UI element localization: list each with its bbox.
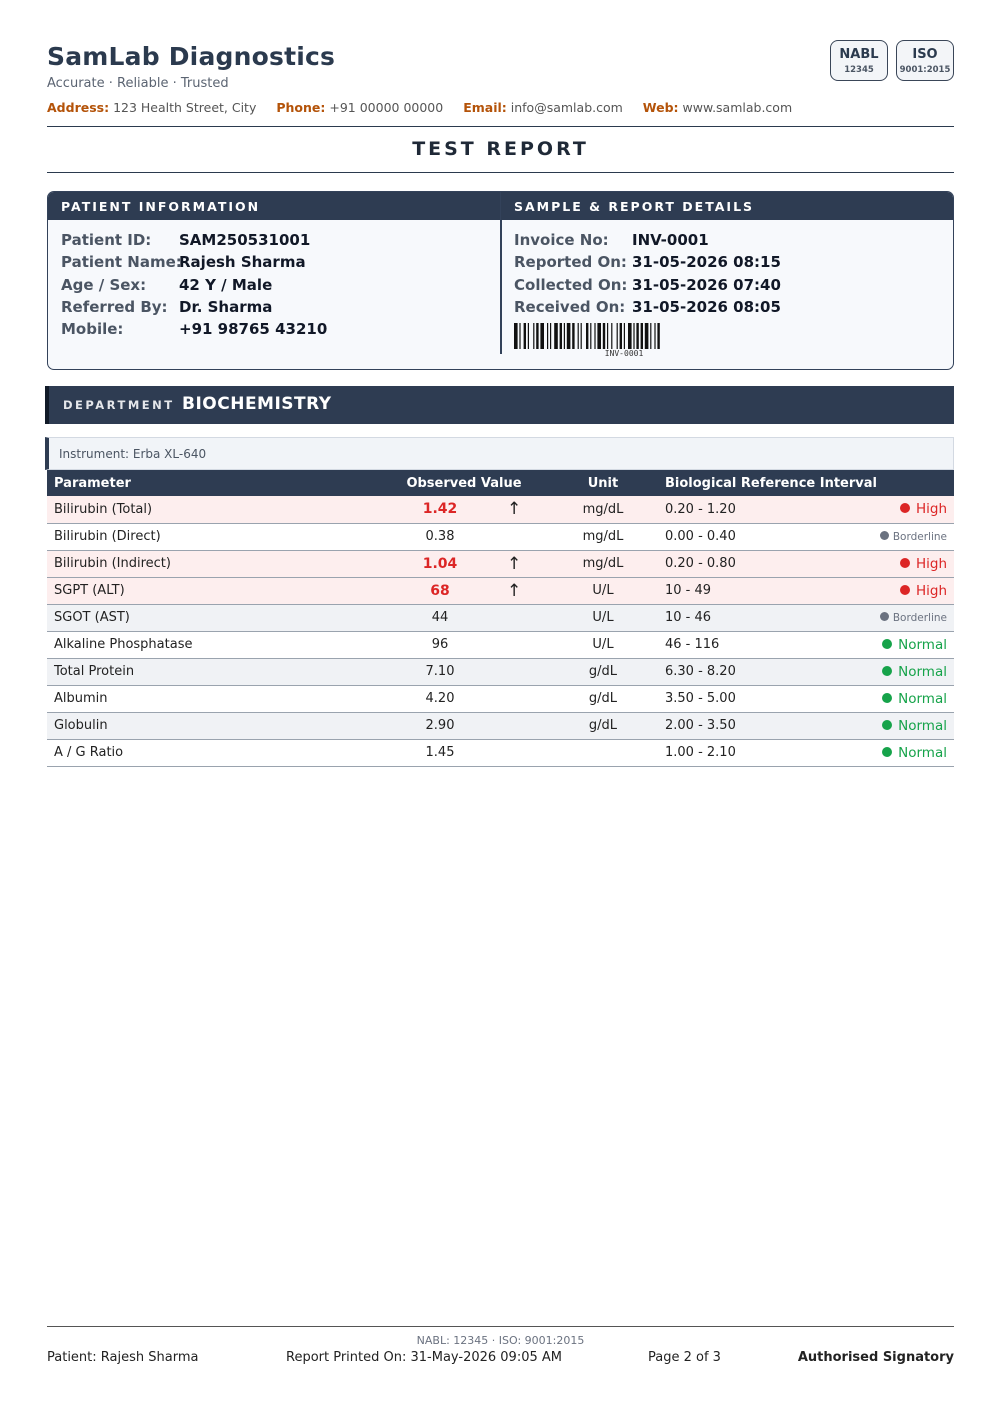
footer xyxy=(47,1350,954,1370)
reference-interval-cell: 10 - 46 xyxy=(658,604,808,631)
footer-printed-on: Report Printed On: 31-May-2026 09:05 AM xyxy=(286,1350,562,1365)
status-cell xyxy=(808,631,954,658)
contact-line xyxy=(47,100,808,115)
status-dot-icon xyxy=(900,558,910,568)
table-row xyxy=(47,631,954,658)
reference-interval-cell: 0.20 - 1.20 xyxy=(658,496,808,523)
unit-cell xyxy=(548,739,658,766)
status-cell xyxy=(808,550,954,577)
patient-id-row: Patient ID: SAM250531001 xyxy=(61,231,311,249)
parameter-cell: Alkaline Phosphatase xyxy=(47,631,380,658)
table-row xyxy=(47,604,954,631)
sample-details-heading: SAMPLE & REPORT DETAILS xyxy=(501,192,954,220)
status-cell xyxy=(808,739,954,766)
status-dot-icon xyxy=(882,666,892,676)
table-row xyxy=(47,550,954,577)
status-label: High xyxy=(915,501,947,518)
table-row xyxy=(47,712,954,739)
unit-cell: U/L xyxy=(548,604,658,631)
status-cell xyxy=(808,658,954,685)
contact-phone: Phone: +91 00000 00000 xyxy=(276,100,444,115)
unit-cell: g/dL xyxy=(548,658,658,685)
parameter-cell: SGPT (ALT) xyxy=(47,577,380,604)
unit-cell: mg/dL xyxy=(548,550,658,577)
table-row xyxy=(47,658,954,685)
footer-accreditation: NABL: 12345 · ISO: 9001:2015 xyxy=(416,1334,585,1347)
results-table xyxy=(47,470,954,767)
parameter-cell: Albumin xyxy=(47,685,380,712)
lab-name: SamLab Diagnostics xyxy=(47,42,336,71)
status-badge xyxy=(882,745,947,761)
footer-page-number: Page 2 of 3 xyxy=(648,1350,721,1365)
department-banner xyxy=(45,386,954,424)
instrument-note: Instrument: Erba XL-640 xyxy=(45,437,954,470)
lab-header xyxy=(47,40,954,130)
high-arrow-icon xyxy=(500,685,548,712)
nabl-badge: NABL 12345 xyxy=(830,40,888,81)
unit-cell: mg/dL xyxy=(548,523,658,550)
observed-value-cell: 7.10 xyxy=(380,658,500,685)
reference-interval-cell: 1.00 - 2.10 xyxy=(658,739,808,766)
parameter-cell: Globulin xyxy=(47,712,380,739)
high-arrow-icon: ↑ xyxy=(500,550,548,577)
status-badge xyxy=(900,501,947,517)
parameter-cell: Bilirubin (Indirect) xyxy=(47,550,380,577)
observed-value-cell: 96 xyxy=(380,631,500,658)
footer-divider xyxy=(47,1326,954,1327)
unit-cell: g/dL xyxy=(548,712,658,739)
parameter-cell: Bilirubin (Direct) xyxy=(47,523,380,550)
results-body xyxy=(47,496,954,766)
status-label: Normal xyxy=(898,636,947,653)
unit-cell: U/L xyxy=(548,631,658,658)
parameter-cell: Total Protein xyxy=(47,658,380,685)
status-label: Borderline xyxy=(892,531,947,543)
unit-cell: U/L xyxy=(548,577,658,604)
department-name: BIOCHEMISTRY xyxy=(182,394,332,414)
observed-value-cell: 2.90 xyxy=(380,712,500,739)
contact-address: Address: 123 Health Street, City xyxy=(47,100,257,115)
high-arrow-icon xyxy=(500,523,548,550)
reference-interval-cell: 46 - 116 xyxy=(658,631,808,658)
status-label: Normal xyxy=(898,663,947,680)
status-label: Normal xyxy=(898,690,947,707)
header-parameter: Parameter xyxy=(47,470,380,496)
status-badge xyxy=(882,691,947,707)
high-arrow-icon xyxy=(500,739,548,766)
patient-age-sex-row: Age / Sex: 42 Y / Male xyxy=(61,276,273,294)
unit-cell: mg/dL xyxy=(548,496,658,523)
status-label: Borderline xyxy=(892,612,947,624)
observed-value-cell: 1.04 xyxy=(380,550,500,577)
reference-interval-cell: 6.30 - 8.20 xyxy=(658,658,808,685)
reported-on-row: Reported On: 31-05-2026 08:15 xyxy=(514,253,781,271)
parameter-cell: Bilirubin (Total) xyxy=(47,496,380,523)
high-arrow-icon xyxy=(500,712,548,739)
received-on-row: Received On: 31-05-2026 08:05 xyxy=(514,298,781,316)
reference-interval-cell: 0.20 - 0.80 xyxy=(658,550,808,577)
sample-details-section xyxy=(501,192,954,369)
invoice-row: Invoice No: INV-0001 xyxy=(514,231,709,249)
high-arrow-icon: ↑ xyxy=(500,496,548,523)
status-dot-icon xyxy=(882,747,892,757)
reference-interval-cell: 3.50 - 5.00 xyxy=(658,685,808,712)
status-label: High xyxy=(915,582,947,599)
lab-tagline: Accurate · Reliable · Trusted xyxy=(47,76,229,91)
status-badge xyxy=(900,556,947,572)
reference-interval-cell: 10 - 49 xyxy=(658,577,808,604)
header-reference-interval: Biological Reference Interval xyxy=(658,470,954,496)
patient-name-row: Patient Name:Rajesh Sharma xyxy=(61,253,306,271)
status-cell xyxy=(808,604,954,631)
status-cell xyxy=(808,577,954,604)
patient-info-section xyxy=(48,192,500,369)
status-dot-icon xyxy=(880,531,889,540)
table-row xyxy=(47,739,954,766)
header-unit: Unit xyxy=(548,470,658,496)
table-header-row xyxy=(47,470,954,496)
status-label: Normal xyxy=(898,717,947,734)
high-arrow-icon xyxy=(500,658,548,685)
iso-badge: ISO 9001:2015 xyxy=(896,40,954,81)
accreditation-badges xyxy=(830,40,954,81)
referred-by-row: Referred By: Dr. Sharma xyxy=(61,298,273,316)
status-cell xyxy=(808,712,954,739)
observed-value-cell: 0.38 xyxy=(380,523,500,550)
status-cell xyxy=(808,496,954,523)
table-row xyxy=(47,523,954,550)
patient-info-heading: PATIENT INFORMATION xyxy=(48,192,500,220)
reference-interval-cell: 2.00 - 3.50 xyxy=(658,712,808,739)
reference-interval-cell: 0.00 - 0.40 xyxy=(658,523,808,550)
parameter-cell: A / G Ratio xyxy=(47,739,380,766)
observed-value-cell: 4.20 xyxy=(380,685,500,712)
status-badge xyxy=(882,718,947,734)
observed-value-cell: 1.45 xyxy=(380,739,500,766)
status-label: High xyxy=(915,555,947,572)
status-dot-icon xyxy=(900,503,910,513)
mobile-row: Mobile: +91 98765 43210 xyxy=(61,320,328,338)
table-row xyxy=(47,496,954,523)
table-row xyxy=(47,577,954,604)
high-arrow-icon: ↑ xyxy=(500,577,548,604)
status-dot-icon xyxy=(882,693,892,703)
collected-on-row: Collected On: 31-05-2026 07:40 xyxy=(514,276,781,294)
status-dot-icon xyxy=(882,720,892,730)
unit-cell: g/dL xyxy=(548,685,658,712)
status-cell xyxy=(808,685,954,712)
status-dot-icon xyxy=(900,585,910,595)
header-observed-value: Observed Value xyxy=(380,470,548,496)
high-arrow-icon xyxy=(500,604,548,631)
status-badge xyxy=(882,664,947,680)
parameter-cell: SGOT (AST) xyxy=(47,604,380,631)
status-badge xyxy=(880,531,947,543)
report-title: TEST REPORT xyxy=(412,138,589,160)
department-label: DEPARTMENT xyxy=(63,398,175,412)
status-label: Normal xyxy=(898,744,947,761)
invoice-barcode xyxy=(514,323,734,349)
contact-web: Web: www.samlab.com xyxy=(642,100,793,115)
barcode-text: INV-0001 xyxy=(604,349,644,358)
status-dot-icon xyxy=(882,639,892,649)
patient-sample-panel xyxy=(47,191,954,370)
status-badge xyxy=(880,612,947,624)
header-divider xyxy=(47,126,954,127)
footer-patient: Patient: Rajesh Sharma xyxy=(47,1350,199,1365)
footer-signatory: Authorised Signatory xyxy=(797,1350,954,1365)
status-badge xyxy=(900,583,947,599)
contact-email: Email: info@samlab.com xyxy=(463,100,623,115)
status-dot-icon xyxy=(880,612,889,621)
status-cell xyxy=(808,523,954,550)
observed-value-cell: 1.42 xyxy=(380,496,500,523)
title-divider xyxy=(47,172,954,173)
observed-value-cell: 68 xyxy=(380,577,500,604)
table-row xyxy=(47,685,954,712)
observed-value-cell: 44 xyxy=(380,604,500,631)
high-arrow-icon xyxy=(500,631,548,658)
status-badge xyxy=(882,637,947,653)
